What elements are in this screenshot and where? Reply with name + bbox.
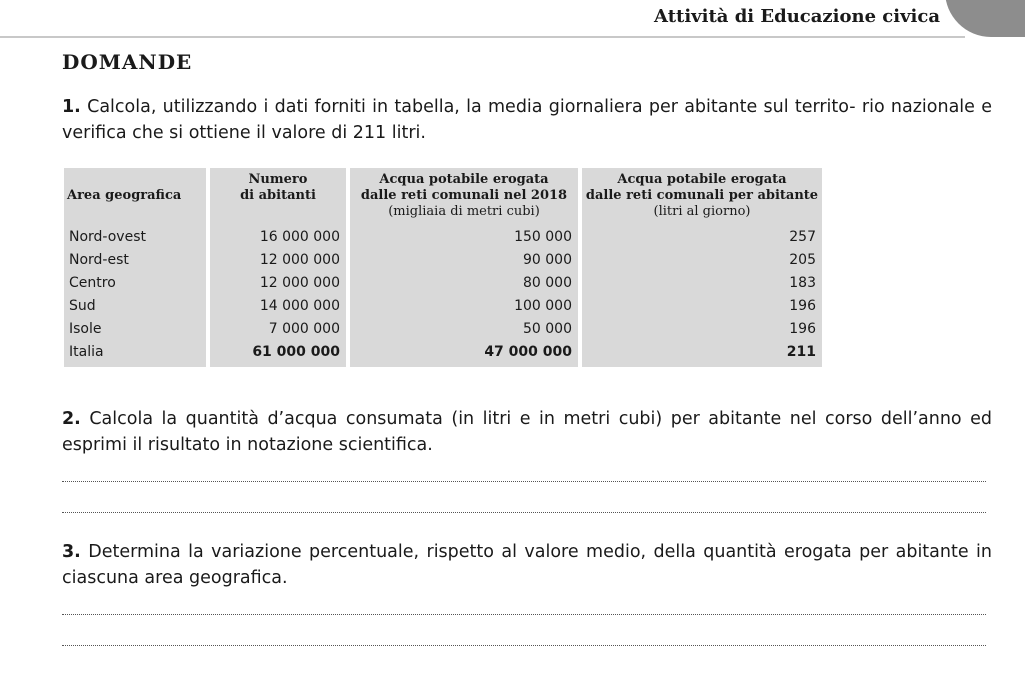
cell-abitanti: 12 000 000 <box>210 272 346 295</box>
table-row <box>64 249 822 272</box>
question-1 <box>62 94 992 146</box>
answer-line[interactable] <box>62 481 986 482</box>
question-1-text: Calcola, utilizzando i dati forniti in tabella, la media giornaliera per abitante sul territo- rio nazionale e verifica che si ottiene il valore di 211 litri. <box>62 97 992 143</box>
cell-abitanti: 16 000 000 <box>210 226 346 249</box>
table-row-total <box>64 341 822 367</box>
cell-area: Nord-ovest <box>64 226 206 249</box>
cell-acqua: 150 000 <box>350 226 578 249</box>
header-pro-line-2: dalle reti comunali per abitante <box>585 188 819 203</box>
cell-acqua: 47 000 000 <box>350 341 578 367</box>
header-acqua-line-2: dalle reti comunali nel 2018 <box>360 188 568 203</box>
cell-acqua: 100 000 <box>350 295 578 318</box>
water-data-table <box>60 168 826 367</box>
cell-area: Nord-est <box>64 249 206 272</box>
question-3 <box>62 539 992 591</box>
cell-area: Italia <box>64 341 206 367</box>
cell-acqua: 80 000 <box>350 272 578 295</box>
header-pro-capite <box>582 168 822 226</box>
question-3-number: 3. <box>62 542 81 562</box>
cell-pro-capite: 257 <box>582 226 822 249</box>
question-3-text: Determina la variazione percentuale, rispetto al valore medio, della quantità erogata per abitante in ciascuna area geografica. <box>62 542 992 588</box>
cell-pro-capite: 205 <box>582 249 822 272</box>
answer-line[interactable] <box>62 645 986 646</box>
header-divider <box>0 36 965 38</box>
section-title: DOMANDE <box>62 50 193 74</box>
cell-abitanti: 14 000 000 <box>210 295 346 318</box>
answer-line[interactable] <box>62 614 986 615</box>
header-title: Attività di Educazione civica <box>654 6 940 27</box>
header-area <box>64 168 206 226</box>
header-pro-line-1: Acqua potabile erogata <box>617 172 787 187</box>
header-acqua <box>350 168 578 226</box>
header-acqua-line-1: Acqua potabile erogata <box>379 172 549 187</box>
table-row <box>64 272 822 295</box>
header-corner-tab <box>945 0 1025 37</box>
cell-pro-capite: 196 <box>582 295 822 318</box>
cell-acqua: 50 000 <box>350 318 578 341</box>
cell-abitanti: 12 000 000 <box>210 249 346 272</box>
question-2-number: 2. <box>62 409 81 429</box>
question-2 <box>62 406 992 458</box>
cell-acqua: 90 000 <box>350 249 578 272</box>
cell-abitanti: 7 000 000 <box>210 318 346 341</box>
header-pro-unit: (litri al giorno) <box>653 204 751 219</box>
header-abitanti <box>210 168 346 226</box>
cell-area: Sud <box>64 295 206 318</box>
header-acqua-unit: (migliaia di metri cubi) <box>388 204 540 219</box>
cell-pro-capite: 183 <box>582 272 822 295</box>
table-row <box>64 226 822 249</box>
cell-area: Centro <box>64 272 206 295</box>
cell-area: Isole <box>64 318 206 341</box>
table-header-row <box>64 168 822 226</box>
header-area-label: Area geografica <box>67 188 182 203</box>
answer-line[interactable] <box>62 512 986 513</box>
table-row <box>64 318 822 341</box>
cell-pro-capite: 196 <box>582 318 822 341</box>
question-1-number: 1. <box>62 97 81 117</box>
cell-pro-capite: 211 <box>582 341 822 367</box>
cell-abitanti: 61 000 000 <box>210 341 346 367</box>
question-2-text: Calcola la quantità d’acqua consumata (in litri e in metri cubi) per abitante nel corso dell’anno ed esprimi il risultato in notazione scientifica. <box>62 409 992 455</box>
header-abitanti-line-2: di abitanti <box>240 188 316 203</box>
table-row <box>64 295 822 318</box>
header-abitanti-line-1: Numero <box>248 172 308 187</box>
